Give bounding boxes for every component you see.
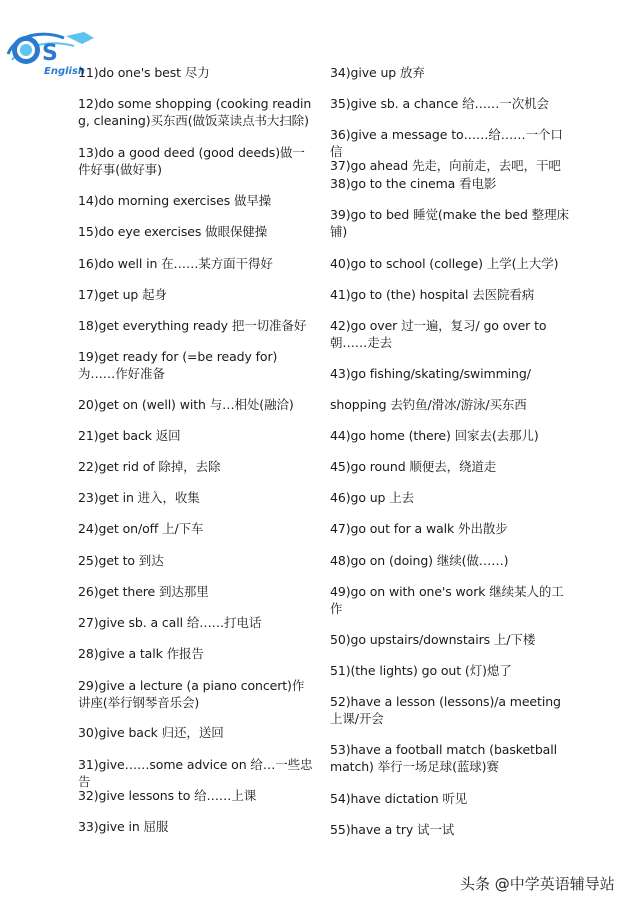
list-item: 41)go to (the) hospital 去医院看病 xyxy=(330,287,535,302)
list-item: 48)go on (doing) 继续(做……) xyxy=(330,553,509,568)
list-item: 32)give lessons to 给……上课 xyxy=(78,788,257,803)
list-item: 20)get on (well) with 与…相处(融洽) xyxy=(78,397,294,412)
list-item: 39)go to bed 睡觉(make the bed 整理床铺) xyxy=(330,207,569,239)
list-item: 12)do some shopping (cooking reading, cleaning)买东西(做饭菜读点书大扫除) xyxy=(78,96,312,128)
list-item: 47)go out for a walk 外出散步 xyxy=(330,521,508,536)
list-item: 35)give sb. a chance 给……一次机会 xyxy=(330,96,549,111)
list-item: 43)go fishing/skating/swimming/ xyxy=(330,366,531,381)
list-item: 40)go to school (college) 上学(上大学) xyxy=(330,256,559,271)
list-item: 49)go on with one's work 继续某人的工作 xyxy=(330,584,564,616)
list-item: 31)give……some advice on 给…一些忠告 xyxy=(78,757,313,789)
list-item: 25)get to 到达 xyxy=(78,553,164,568)
list-item: 44)go home (there) 回家去(去那儿) xyxy=(330,428,539,443)
list-item: 37)go ahead 先走，向前走，去吧，干吧 xyxy=(330,158,561,173)
logo-text: English xyxy=(44,66,86,77)
watermark: 头条 @中学英语辅导站 xyxy=(460,875,615,893)
list-item: 18)get everything ready 把一切准备好 xyxy=(78,318,307,333)
list-item: 17)get up 起身 xyxy=(78,287,167,302)
list-item: 46)go up 上去 xyxy=(330,490,415,505)
list-item: 14)do morning exercises 做早操 xyxy=(78,193,272,208)
list-item: 36)give a message to……给……一个口信 xyxy=(330,127,563,159)
list-item: 22)get rid of 除掉，去除 xyxy=(78,459,221,474)
list-item: 24)get on/off 上/下车 xyxy=(78,521,204,536)
list-item: 30)give back 归还，送回 xyxy=(78,725,224,740)
list-item: 42)go over 过一遍，复习/ go over to 朝……走去 xyxy=(330,318,547,350)
list-item: 45)go round 顺便去，绕道走 xyxy=(330,459,497,474)
list-item: shopping 去钓鱼/滑冰/游泳/买东西 xyxy=(330,397,527,412)
list-item: 19)get ready for (=be ready for) 为……作好准备 xyxy=(78,349,278,381)
list-item: 55)have a try 试一试 xyxy=(330,822,455,837)
list-item: 34)give up 放弃 xyxy=(330,65,425,80)
list-item: 11)do one's best 尽力 xyxy=(78,65,210,80)
list-item: 29)give a lecture (a piano concert)作讲座(举行钢琴音乐会) xyxy=(78,678,305,710)
list-item: 27)give sb. a call 给……打电话 xyxy=(78,615,262,630)
list-item: 38)go to the cinema 看电影 xyxy=(330,176,497,191)
list-item: 53)have a football match (basketball match) 举行一场足球(蓝球)赛 xyxy=(330,742,557,774)
list-item: 23)get in 进入，收集 xyxy=(78,490,200,505)
list-item: 16)do well in 在……某方面干得好 xyxy=(78,256,273,271)
list-item: 52)have a lesson (lessons)/a meeting 上课/开会 xyxy=(330,694,561,726)
list-item: 54)have dictation 听见 xyxy=(330,791,468,806)
list-item: 33)give in 屈服 xyxy=(78,819,169,834)
list-item: 13)do a good deed (good deeds)做一件好事(做好事) xyxy=(78,145,305,177)
list-item: 51)(the lights) go out (灯)熄了 xyxy=(330,663,512,678)
list-item: 28)give a talk 作报告 xyxy=(78,646,204,661)
list-item: 15)do eye exercises 做眼保健操 xyxy=(78,224,268,239)
list-item: 50)go upstairs/downstairs 上/下楼 xyxy=(330,632,536,647)
list-item: 21)get back 返回 xyxy=(78,428,181,443)
svg-text:S: S xyxy=(42,41,58,66)
list-item: 26)get there 到达那里 xyxy=(78,584,209,599)
